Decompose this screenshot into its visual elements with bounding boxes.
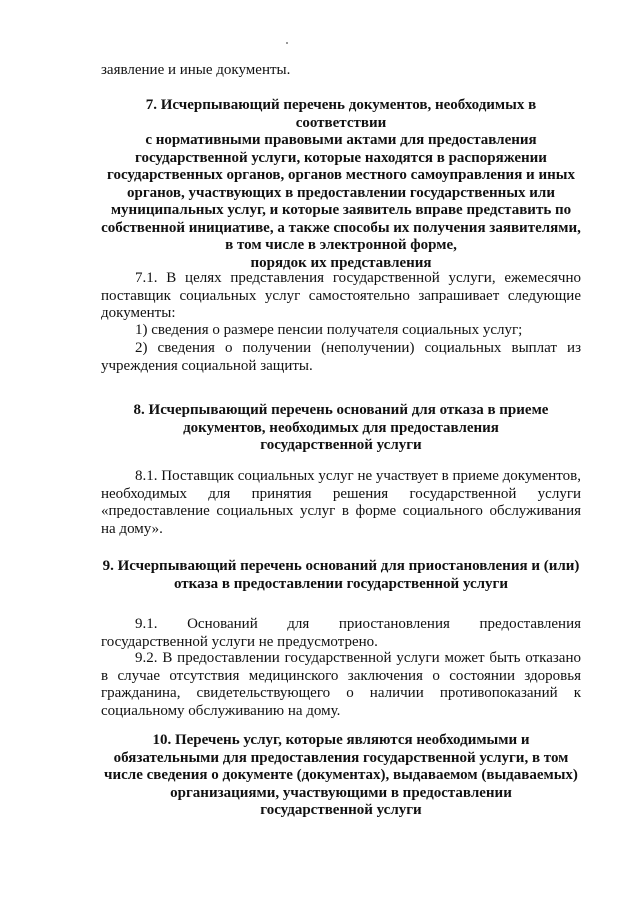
heading-line: государственной услуги [260, 802, 422, 818]
section-7-heading [101, 97, 581, 272]
heading-line: числе сведения о документе (документах), выдаваемом (выдаваемых) [104, 767, 578, 783]
list-item-7-1-1: 1) сведения о размере пенсии получателя социальных услуг; [135, 322, 523, 338]
heading-line: с нормативными правовыми актами для предоставления [145, 132, 537, 148]
heading-line: отказа в предоставлении государственной услуги [173, 575, 509, 592]
heading-line: в том числе в электронной форме, [225, 237, 457, 253]
heading-line: 10. Перечень услуг, которые являются необходимыми и [152, 732, 530, 748]
heading-line: организациями, участвующими в предоставлении [170, 784, 512, 801]
heading-line: 8. Исчерпывающий перечень оснований для отказа в приеме [133, 402, 549, 418]
paragraph-9-1: 9.1. Оснований для приостановления предоставления государственной услуги не предусмотрено. [101, 616, 581, 650]
paragraph-8-1: 8.1. Поставщик социальных услуг не участвует в приеме документов, необходимых для принятия решения государственной услуги «предоставление социальных услуг в форме социального обслуживания на дому». [101, 468, 581, 537]
heading-line: порядок их представления [250, 254, 432, 271]
heading-line: государственной услуги [260, 437, 422, 453]
heading-line: документов, необходимых для предоставления [183, 419, 499, 436]
list-item-7-1-2: 2) сведения о получении (неполучении) социальных выплат из учреждения социальной защиты. [101, 340, 581, 374]
section-9-heading [101, 558, 581, 593]
scan-speck [286, 42, 288, 44]
heading-line: 9. Исчерпывающий перечень оснований для приостановления и (или) [102, 558, 580, 574]
heading-line: обязательными для предоставления государственной услуги, в том [113, 749, 569, 766]
paragraph-7-1: 7.1. В целях представления государственной услуги, ежемесячно поставщик социальных услуг самостоятельно запрашивает следующие документы: [101, 270, 581, 321]
heading-line: органов, участвующих в предоставлении государственных или [127, 184, 555, 201]
heading-line: муниципальных услуг, и которые заявитель вправе представить по [110, 202, 572, 218]
heading-line: собственной инициативе, а также способы их получения заявителями, [101, 219, 581, 236]
section-10-heading [101, 732, 581, 820]
heading-line: государственной услуги, которые находятся в распоряжении [135, 149, 547, 166]
lead-line: заявление и иные документы. [101, 62, 291, 78]
paragraph-9-2: 9.2. В предоставлении государственной услуги может быть отказано в случае отсутствия медицинского заключения о состоянии здоровья гражданина, свидетельствующего о наличии противопоказаний к социальному обслуживанию на дому. [101, 650, 581, 719]
heading-line: государственных органов, органов местного самоуправления и иных [107, 167, 575, 183]
section-8-heading [101, 402, 581, 455]
heading-line: 7. Исчерпывающий перечень документов, необходимых в соответствии [145, 97, 537, 131]
